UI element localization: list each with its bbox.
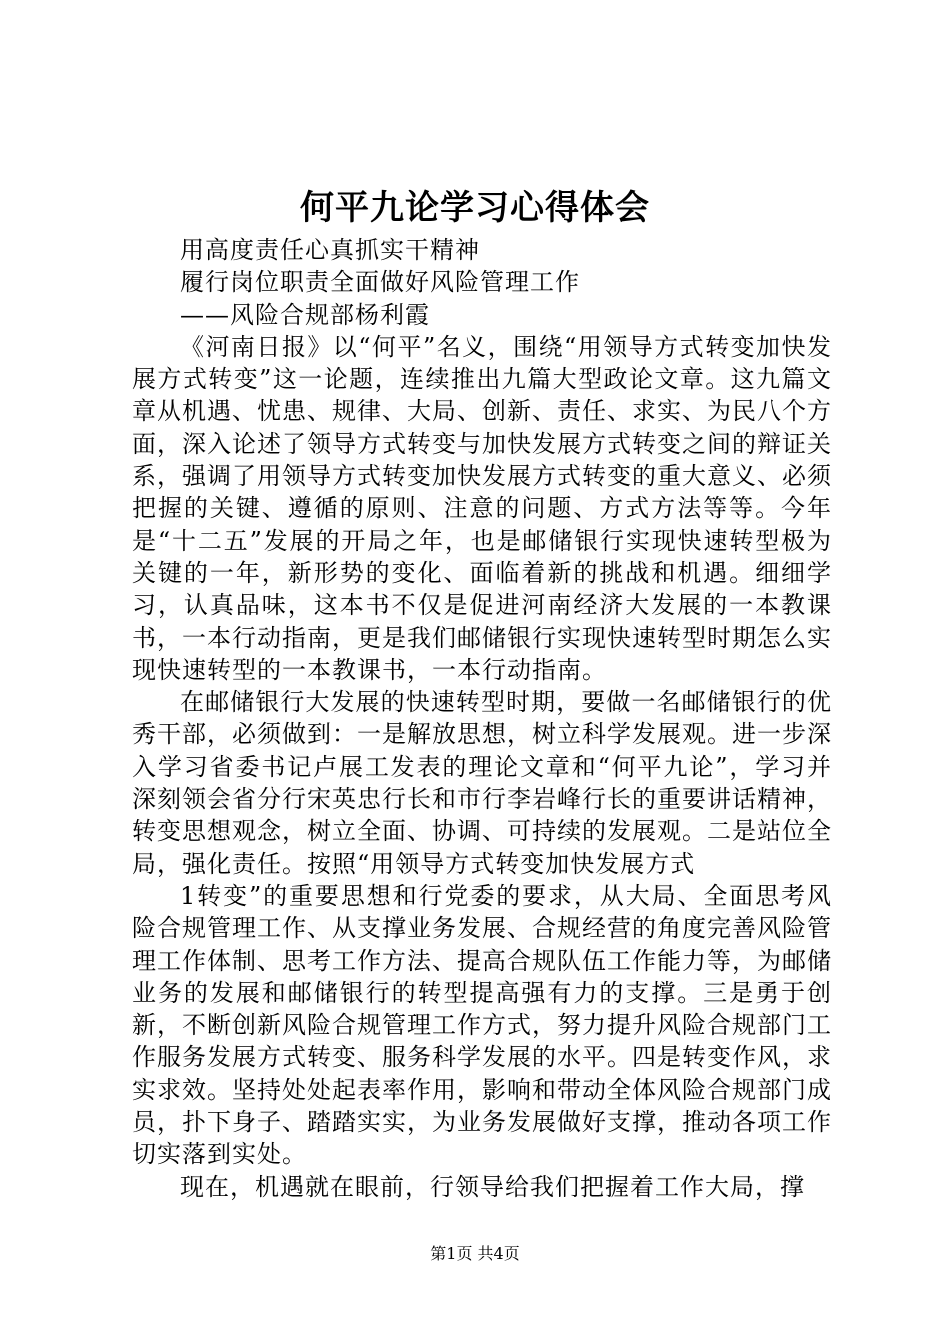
document-body: [132, 234, 832, 1203]
paragraph-4: 现在，机遇就在眼前，行领导给我们把握着工作大局，撑: [180, 1172, 805, 1201]
author-line: ——风险合规部杨利霞: [180, 300, 430, 329]
paragraph-1: 《河南日报》以“何平”名义，围绕“用领导方式转变加快发展方式转变”这一论题，连续推出九篇大型政论文章。这九篇文章从机遇、忧患、规律、大局、创新、责任、求实、为民八个方面，深入论述了领导方式转变与加快发展方式转变之间的辩证关系，强调了用领导方式转变加快发展方式转变的重大意义、必须把握的关键、遵循的原则、注意的问题、方式方法等等。今年是“十二五”发展的开局之年，也是邮储银行实现快速转型极为关键的一年，新形势的变化、面临着新的挑战和机遇。细细学习，认真品味，这本书不仅是促进河南经济大发展的一本教课书，一本行动指南，更是我们邮储银行实现快速转型时期怎么实现快速转型的一本教课书，一本行动指南。: [132, 332, 832, 684]
heading-line-2: 履行岗位职责全面做好风险管理工作: [180, 268, 580, 297]
heading-line-1: 用高度责任心真抓实干精神: [180, 236, 480, 264]
page-footer: 第1页 共4页: [430, 1244, 520, 1263]
paragraph-3: 1转变”的重要思想和行党委的要求，从大局、全面思考风险合规管理工作、从支撑业务发展、合规经营的角度完善风险管理工作体制、思考工作方法、提高合规队伍工作能力等，为邮储业务的发展和邮储银行的转型提高强有力的支撑。三是勇于创新，不断创新风险合规管理工作方式，努力提升风险合规部门工作服务发展方式转变、服务科学发展的水平。四是转变作风，求实求效。坚持处处起表率作用，影响和带动全体风险合规部门成员，扑下身子、踏踏实实，为业务发展做好支撑，推动各项工作切实落到实处。: [132, 881, 832, 1169]
paragraph-2: 在邮储银行大发展的快速转型时期，要做一名邮储银行的优秀干部，必须做到：一是解放思想，树立科学发展观。进一步深入学习省委书记卢展工发表的理论文章和“何平九论”，学习并深刻领会省分行宋英忠行长和市行李岩峰行长的重要讲话精神，转变思想观念，树立全面、协调、可持续的发展观。二是站位全局，强化责任。按照“用领导方式转变加快发展方式: [132, 688, 832, 878]
document-title: 何平九论学习心得体会: [300, 188, 650, 228]
